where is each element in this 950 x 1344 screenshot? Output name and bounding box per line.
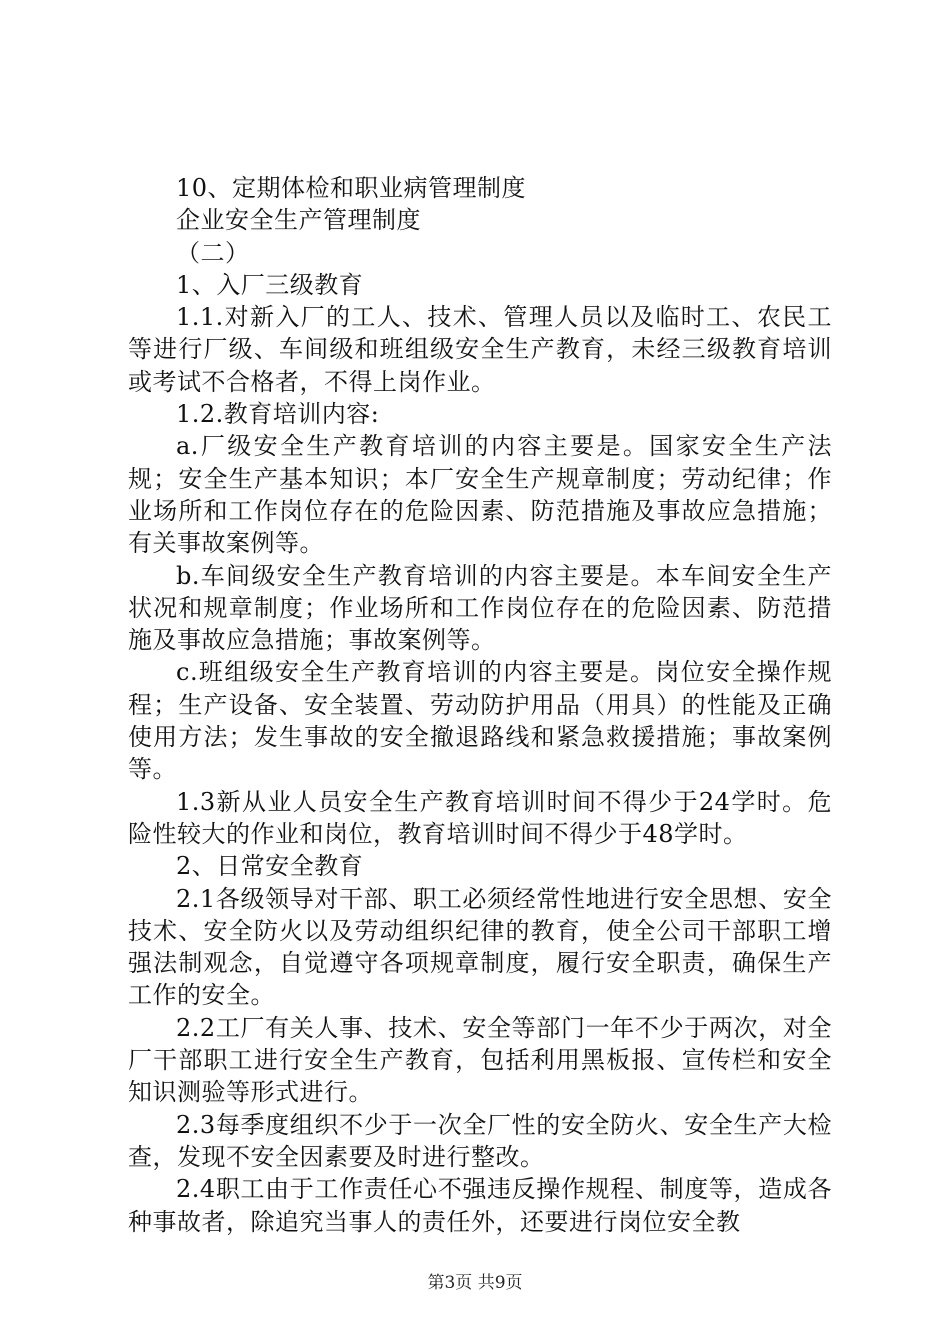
paragraph: 1.2.教育培训内容:: [176, 400, 380, 429]
heading-line: 10、定期体检和职业病管理制度: [176, 174, 527, 202]
document-title: 企业安全生产管理制度: [176, 206, 421, 235]
paragraph: c.班组级安全生产教育培训的内容主要是。岗位安全操作规程；生产设备、安全装置、劳动防护用品（用具）的性能及正确使用方法；发生事故的安全撤退路线和紧急救援措施；事故案例等。: [128, 658, 832, 784]
page-footer: [0, 1268, 950, 1293]
paragraph: 1.3新从业人员安全生产教育培训时间不得少于24学时。危险性较大的作业和岗位，教育培训时间不得少于48学时。: [128, 787, 832, 848]
section-heading: 2、日常安全教育: [176, 852, 364, 881]
paragraph: b.车间级安全生产教育培训的内容主要是。本车间安全生产状况和规章制度；作业场所和工作岗位存在的危险因素、防范措施及事故应急措施；事故案例等。: [128, 561, 832, 655]
paragraph: 2.4职工由于工作责任心不强违反操作规程、制度等，造成各种事故者，除追究当事人的责任外，还要进行岗位安全教: [128, 1175, 832, 1236]
paragraph: 2.1各级领导对干部、职工必须经常性地进行安全思想、安全技术、安全防火以及劳动组织纪律的教育，使全公司干部职工增强法制观念，自觉遵守各项规章制度，履行安全职责，确保生产工作的安全。: [128, 884, 832, 1010]
paragraph: 2.2工厂有关人事、技术、安全等部门一年不少于两次，对全厂干部职工进行安全生产教育，包括利用黑板报、宣传栏和安全知识测验等形式进行。: [128, 1013, 832, 1107]
section-heading: 1、入厂三级教育: [176, 270, 364, 299]
document-body: [128, 172, 832, 1238]
paragraph: 2.3每季度组织不少于一次全厂性的安全防火、安全生产大检查，发现不安全因素要及时进行整改。: [128, 1110, 832, 1171]
paragraph: a.厂级安全生产教育培训的内容主要是。国家安全生产法规；安全生产基本知识；本厂安全生产规章制度；劳动纪律；作业场所和工作岗位存在的危险因素、防范措施及事故应急措施；有关事故案例等。: [128, 432, 832, 558]
page-number: 第3页 共9页: [427, 1273, 523, 1293]
section-number: （二）: [176, 238, 250, 267]
paragraph: 1.1.对新入厂的工人、技术、管理人员以及临时工、农民工等进行厂级、车间级和班组级安全生产教育，未经三级教育培训或考试不合格者，不得上岗作业。: [128, 303, 832, 396]
